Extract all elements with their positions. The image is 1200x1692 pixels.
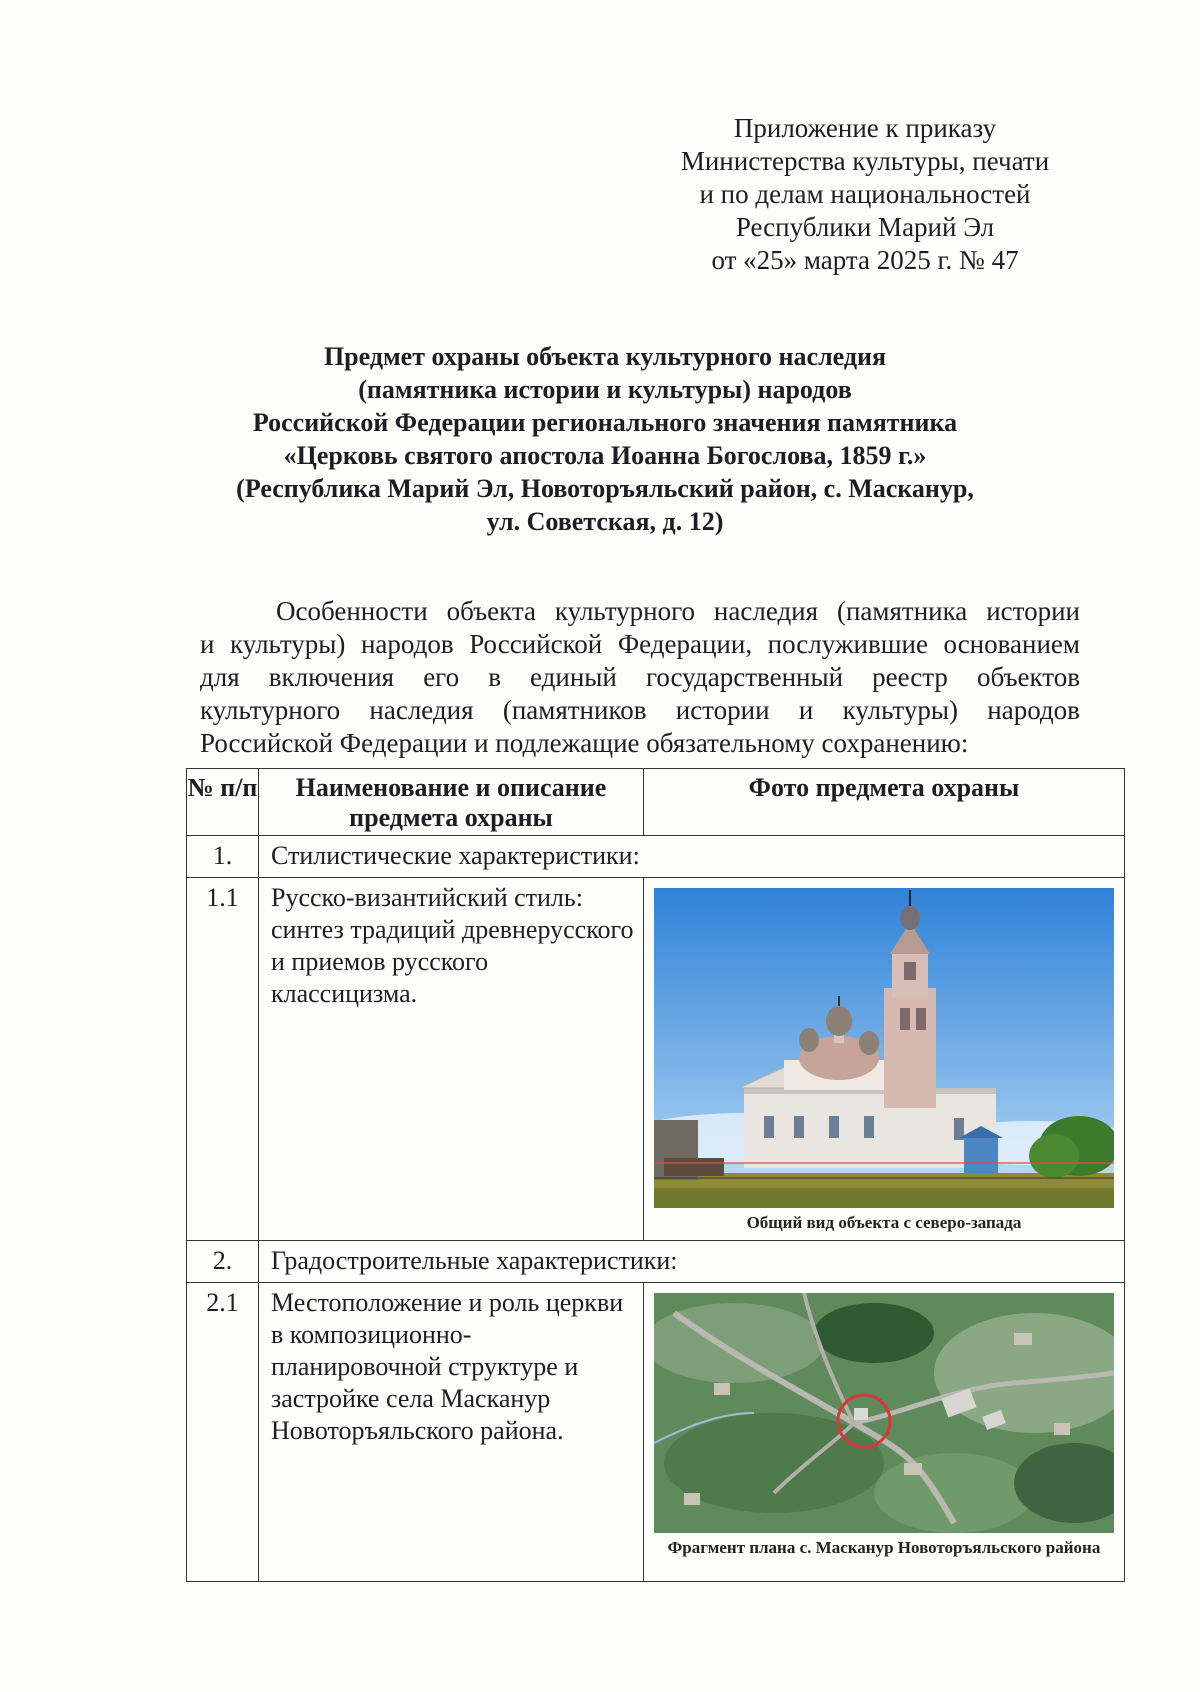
intro-word: для	[200, 662, 240, 692]
appendix-line: и по делам национальностей	[699, 179, 1031, 209]
intro-word: объекта	[446, 596, 536, 626]
intro-word: основанием	[943, 629, 1080, 659]
appendix-line: Приложение к приказу	[733, 113, 997, 143]
intro-word: включения	[268, 662, 395, 692]
intro-word: истории	[675, 695, 770, 725]
intro-word: Особенности	[276, 596, 428, 626]
intro-word: наследия	[713, 596, 819, 626]
intro-word: и	[798, 695, 814, 725]
appendix-line: Республики Марий Эл	[735, 212, 995, 242]
row-description: Русско-византийский стиль: синтез традиций древнерусского и приемов русского классицизма.	[259, 878, 644, 1241]
table-row	[187, 1283, 1125, 1582]
intro-word: наследия	[369, 695, 474, 725]
intro-word: народов	[360, 629, 454, 659]
title-line: Российской Федерации регионального значения памятника	[252, 408, 958, 437]
photo-cell	[644, 1283, 1125, 1582]
table-row-section	[187, 836, 1125, 878]
intro-paragraph	[200, 595, 1080, 760]
header-num: № п/п	[187, 769, 259, 836]
intro-word: единый	[530, 662, 617, 692]
intro-word: его	[423, 662, 460, 692]
intro-word: Федерации,	[617, 629, 753, 659]
intro-word: в	[488, 662, 501, 692]
intro-line	[200, 595, 1080, 628]
intro-word: (памятников	[502, 695, 647, 725]
intro-line	[200, 661, 1080, 694]
table-header-row	[187, 769, 1125, 836]
row-number: 2.	[187, 1241, 259, 1283]
title-line: (Республика Марий Эл, Новоторъяльский район, с. Масканур,	[236, 474, 974, 503]
table-row-section	[187, 1241, 1125, 1283]
appendix-line: от «25» марта 2025 г. № 47	[711, 245, 1019, 275]
church-photo	[654, 888, 1114, 1208]
title-line: Предмет охраны объекта культурного наследия	[323, 342, 887, 371]
intro-word: и	[200, 629, 215, 659]
intro-line: Российской Федерации и подлежащие обязательному сохранению:	[200, 728, 969, 758]
row-number: 1.1	[187, 878, 259, 1241]
intro-word: культурного	[200, 695, 341, 725]
title-line: (памятника истории и культуры) народов	[358, 375, 852, 404]
protection-table	[186, 768, 1125, 1582]
row-number: 1.	[187, 836, 259, 878]
intro-line	[200, 628, 1080, 661]
intro-line	[200, 694, 1080, 727]
aerial-map-image	[654, 1293, 1114, 1533]
map-caption: Фрагмент плана с. Масканур Новоторъяльского района	[667, 1538, 1101, 1557]
row-number: 2.1	[187, 1283, 259, 1582]
intro-word: объектов	[977, 662, 1080, 692]
section-title: Градостроительные характеристики:	[259, 1241, 1125, 1283]
header-name: Наименование и описание предмета охраны	[259, 769, 644, 836]
title-line: «Церковь святого апостола Иоанна Богослова, 1859 г.»	[283, 441, 927, 470]
intro-word: Российской	[469, 629, 603, 659]
intro-word: культуры)	[230, 629, 346, 659]
section-title: Стилистические характеристики:	[259, 836, 1125, 878]
title-line: ул. Советская, д. 12)	[486, 507, 724, 536]
appendix-line: Министерства культуры, печати	[680, 146, 1050, 176]
intro-word: (памятника	[836, 596, 968, 626]
intro-word: истории	[986, 596, 1080, 626]
header-photo: Фото предмета охраны	[644, 769, 1125, 836]
intro-word: государственный	[645, 662, 844, 692]
table-row	[187, 878, 1125, 1241]
photo-cell	[644, 878, 1125, 1241]
intro-word: культурного	[554, 596, 695, 626]
intro-word: реестр	[872, 662, 948, 692]
document-title	[180, 340, 1030, 538]
photo-caption: Общий вид объекта с северо-запада	[746, 1213, 1022, 1232]
intro-word: культуры)	[842, 695, 958, 725]
row-description: Местоположение и роль церкви в композиционно-планировочной структуре и застройке села Масканур Новоторъяльского района.	[259, 1283, 644, 1582]
appendix-header	[640, 112, 1090, 277]
intro-word: народов	[987, 695, 1080, 725]
intro-word: послужившие	[767, 629, 928, 659]
